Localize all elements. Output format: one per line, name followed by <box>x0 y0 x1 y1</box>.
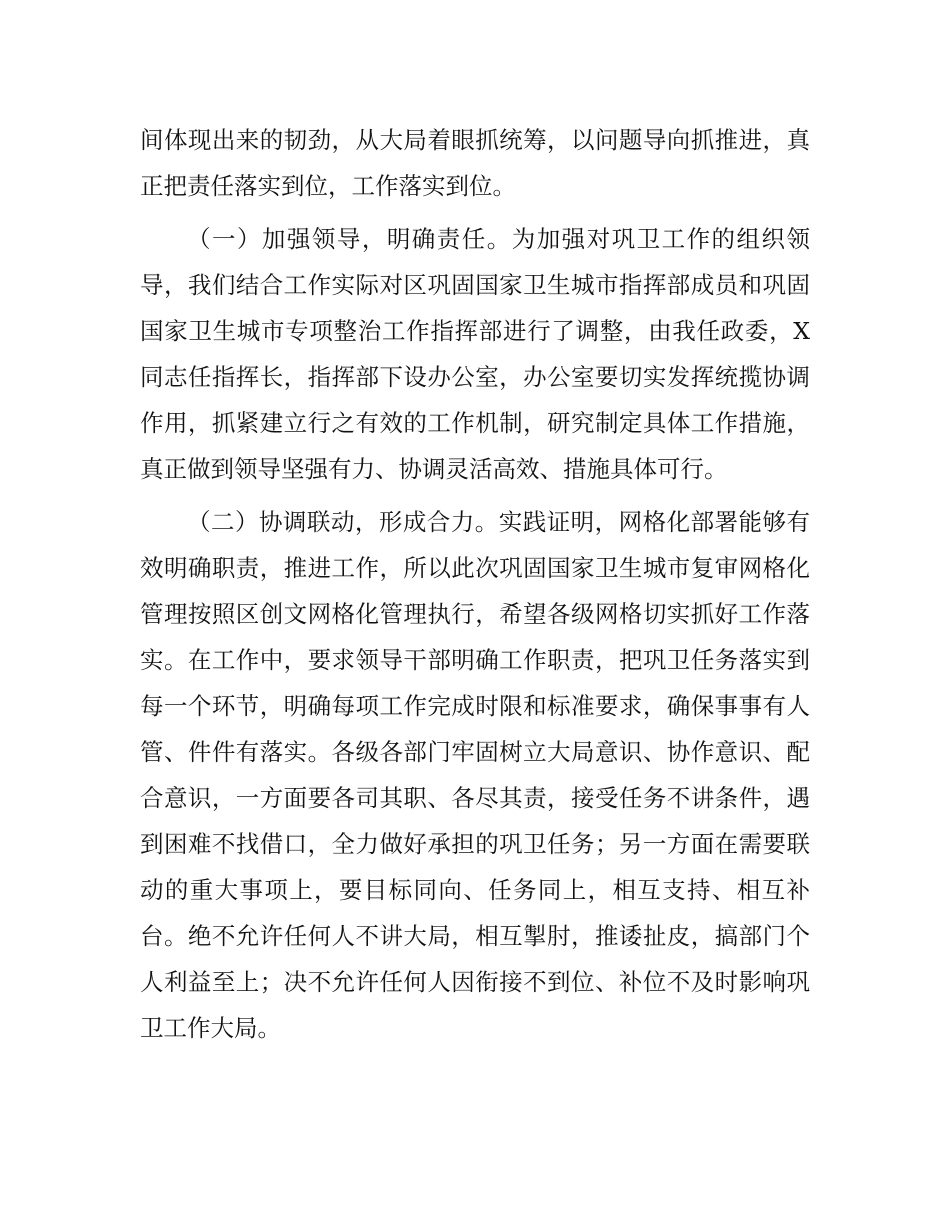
paragraph-strengthen-leadership: （一）加强领导，明确责任。为加强对巩卫工作的组织领导，我们结合工作实际对区巩固国家卫生城市指挥部成员和巩固国家卫生城市专项整治工作指挥部进行了调整，由我任政委，X同志任指挥长，指挥部下设办公室，办公室要切实发挥统揽协调作用，抓紧建立行之有效的工作机制，研究制定具体工作措施，真正做到领导坚强有力、协调灵活高效、措施具体可行。 <box>140 225 810 483</box>
paragraph-gap <box>140 209 810 216</box>
document-body <box>140 117 810 1051</box>
paragraph-continuation: 间体现出来的韧劲，从大局着眼抓统筹，以问题导向抓推进，真正把责任落实到位，工作落实到位。 <box>140 126 810 200</box>
paragraph-coordinate-linkage: （二）协调联动，形成合力。实践证明，网格化部署能够有效明确职责，推进工作，所以此次巩固国家卫生城市复审网格化管理按照区创文网格化管理执行，希望各级网格切实抓好工作落实。在工作中，要求领导干部明确工作职责，把巩卫任务落实到每一个环节，明确每项工作完成时限和标准要求，确保事事有人管、件件有落实。各级各部门牢固树立大局意识、协作意识、配合意识，一方面要各司其职、各尽其责，接受任务不讲条件，遇到困难不找借口，全力做好承担的巩卫任务；另一方面在需要联动的重大事项上，要目标同向、任务同上，相互支持、相互补台。绝不允许任何人不讲大局，相互掣肘，推诿扯皮，搞部门个人利益至上；决不允许任何人因衔接不到位、补位不及时影响巩卫工作大局。 <box>140 508 810 1042</box>
paragraph-gap <box>140 492 810 499</box>
